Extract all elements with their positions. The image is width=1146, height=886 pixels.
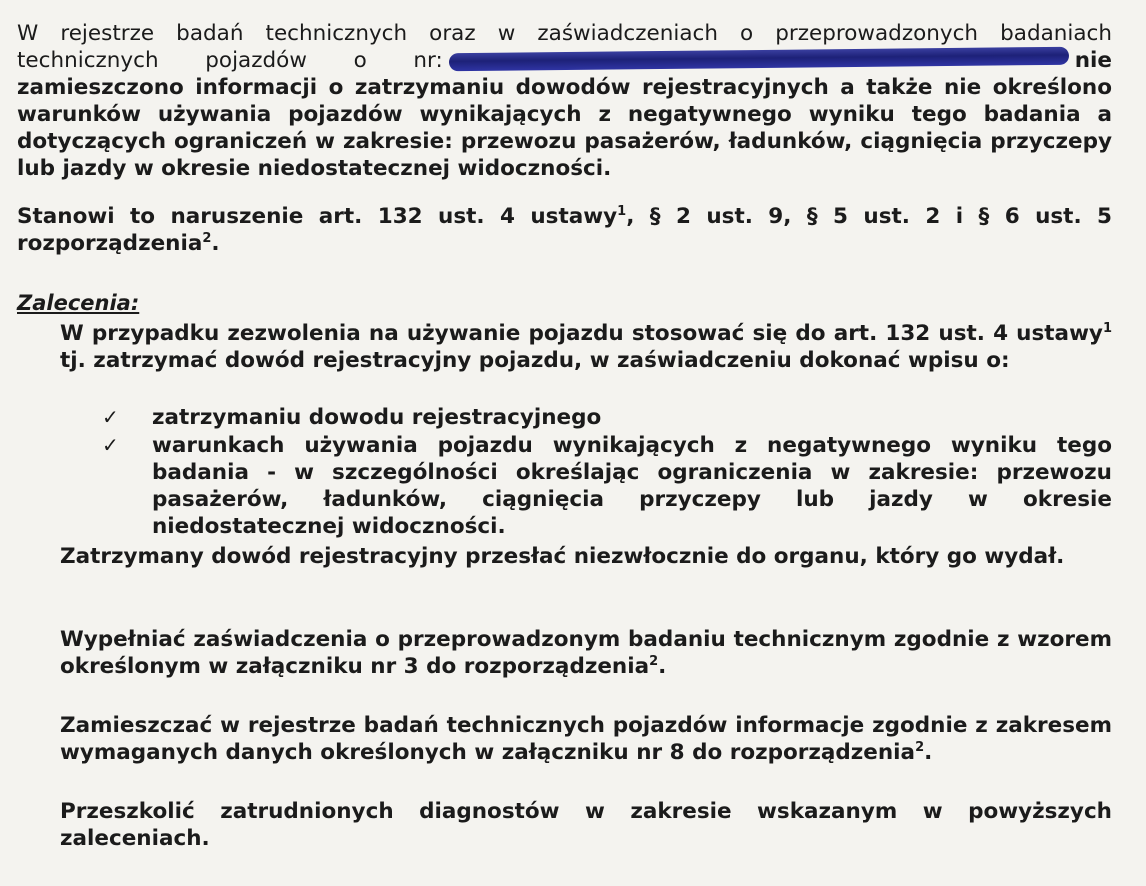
rec3-text-b: . xyxy=(658,654,667,679)
recommendation-1 xyxy=(60,320,1112,374)
checkmark-icon: ✓ xyxy=(102,405,119,429)
paragraph-findings xyxy=(17,20,1112,182)
rec1-footnote-ref: 1 xyxy=(1102,320,1112,336)
checklist-item-text: warunkach używania pojazdu wynikających z negatywnego wyniku tego badania - w szczególności określając ograniczenia w zakresie: przewozu pasażerów, ładunków, ciągnięcia przyczepy lub jazdy w okresie niedostatecznej widoczności. xyxy=(152,433,1112,539)
recommendation-2: Zatrzymany dowód rejestracyjny przesłać niezwłocznie do organu, który go wydał. xyxy=(60,544,1065,569)
findings-line-2-start: technicznych pojazdów o nr: xyxy=(17,48,443,73)
checkmark-icon: ✓ xyxy=(102,433,119,457)
redacted-registration-numbers xyxy=(449,47,1069,71)
footnote-ref-2: 2 xyxy=(202,230,212,246)
recommendation-5: Przeszkolić zatrudnionych diagnostów w zakresie wskazanym w powyższych zaleceniach. xyxy=(60,799,1112,851)
violation-text-a: Stanowi to naruszenie art. 132 ust. 4 ustawy xyxy=(17,204,618,229)
recommendation-3 xyxy=(60,626,1112,680)
rec1-text-a: W przypadku zezwolenia na używanie pojazdu stosować się do art. 132 ust. 4 ustawy xyxy=(60,321,1103,346)
rec3-footnote-ref: 2 xyxy=(649,653,659,669)
recommendations-heading: Zalecenia: xyxy=(17,291,140,315)
rec4-text-b: . xyxy=(924,740,933,765)
footnote-ref-1: 1 xyxy=(617,203,627,219)
paragraph-violation xyxy=(17,203,1112,257)
rec4-footnote-ref: 2 xyxy=(915,739,925,755)
violation-text-c: . xyxy=(211,231,220,256)
findings-line-1: W rejestrze badań technicznych oraz w zaświadczeniach o przeprowadzonych badaniach xyxy=(17,21,1112,46)
rec3-text-a: Wypełniać zaświadczenia o przeprowadzonym badaniu technicznym zgodnie z wzorem określonym w załączniku nr 3 do rozporządzenia xyxy=(60,627,1112,679)
findings-line-2 xyxy=(17,47,1112,74)
findings-bold-text: zamieszczono informacji o zatrzymaniu dowodów rejestracyjnych a także nie określono warunków używania pojazdów wynikających z negatywnego wyniku tego badania a dotyczących ograniczeń w zakresie: przewozu pasażerów, ładunków, ciągnięcia przyczepy lub jazdy w okresie niedostatecznej widoczności. xyxy=(17,75,1112,181)
checklist-item xyxy=(102,404,1112,431)
checklist-item xyxy=(102,432,1112,540)
rec4-text-a: Zamieszczać w rejestrze badań technicznych pojazdów informacje zgodnie z zakresem wymaganych danych określonych w załączniku nr 8 do rozporządzenia xyxy=(60,713,1112,765)
rec1-text-b: tj. zatrzymać dowód rejestracyjny pojazdu, w zaświadczeniu dokonać wpisu o: xyxy=(60,348,1010,373)
violation-text-b: , § 2 ust. 9, § 5 ust. 2 i § 6 ust. 5 rozporządzenia xyxy=(17,204,1113,256)
recommendation-4 xyxy=(60,712,1112,766)
findings-line-2-end: nie xyxy=(1074,48,1112,73)
checklist-item-text: zatrzymaniu dowodu rejestracyjnego xyxy=(152,405,602,430)
